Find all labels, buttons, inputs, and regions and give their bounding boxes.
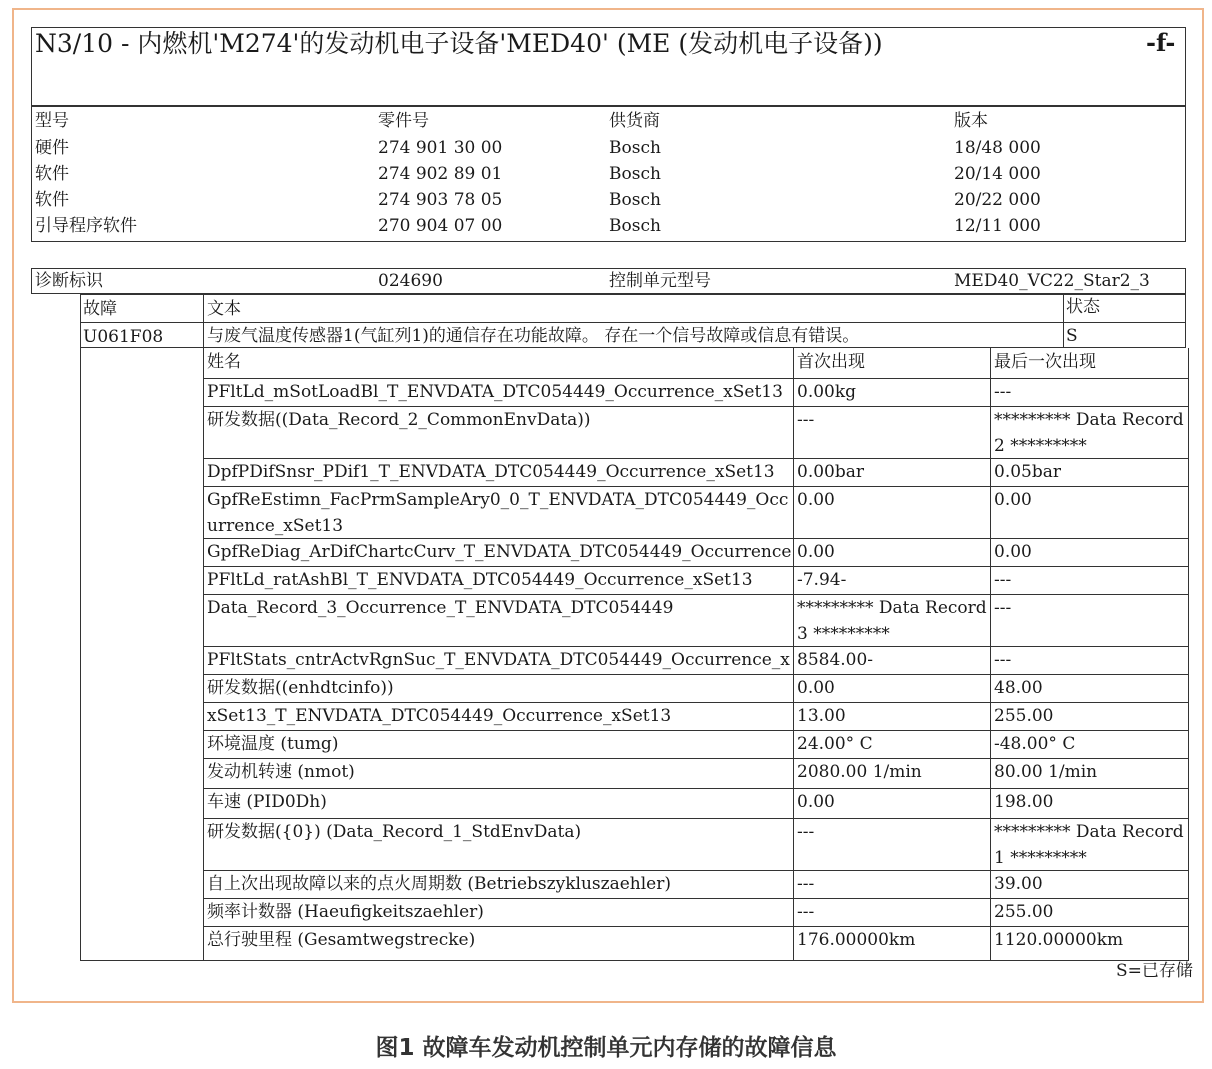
env-row-first: 8584.00-: [797, 650, 874, 670]
env-row-divider: [203, 486, 1188, 487]
fault-col-divider: [203, 294, 204, 348]
env-row-first: ---: [797, 410, 815, 430]
env-row-name: PFltStats_cntrActvRgnSuc_T_ENVDATA_DTC054449_Occurrence_x: [207, 650, 790, 670]
header-part-no: 零件号: [378, 111, 429, 131]
env-row-last: -48.00° C: [994, 734, 1076, 754]
env-row-first: 176.00000km: [797, 930, 916, 950]
info-part-no: 274 903 78 05: [378, 190, 503, 210]
env-row-divider: [203, 538, 1188, 539]
env-header-first: 首次出现: [797, 352, 865, 372]
info-version: 12/11 000: [954, 216, 1041, 236]
env-row-first: ---: [797, 874, 815, 894]
env-row-divider: [203, 378, 1188, 379]
env-row-last: 80.00 1/min: [994, 762, 1098, 782]
env-row-name: DpfPDifSnsr_PDif1_T_ENVDATA_DTC054449_Occurrence_xSet13: [207, 462, 775, 482]
env-row-last: ---: [994, 598, 1012, 618]
env-row-last: 0.00: [994, 542, 1032, 562]
env-row-name: 研发数据((Data_Record_2_CommonEnvData)): [207, 410, 591, 430]
fault-header-fault: 故障: [83, 299, 117, 319]
fault-code: U061F08: [83, 327, 164, 347]
env-header-name: 姓名: [207, 352, 241, 372]
page-title: N3/10 - 内燃机'M274'的发动机电子设备'MED40' (ME (发动机电子设备)): [35, 29, 883, 58]
info-supplier: Bosch: [609, 190, 661, 210]
fault-status: S: [1066, 326, 1078, 346]
info-label: 软件: [35, 164, 69, 184]
env-row-last: ********* Data Record 2 *********: [994, 410, 1184, 456]
env-row-first: 0.00bar: [797, 462, 864, 482]
env-row-first: ********* Data Record 3 *********: [797, 598, 987, 644]
diag-value: 024690: [378, 271, 443, 291]
env-row-name: PFltLd_ratAshBl_T_ENVDATA_DTC054449_Occurrence_xSet13: [207, 570, 753, 590]
fault-text: 与废气温度传感器1(气缸列1)的通信存在功能故障。 存在一个信号故障或信息有错误。: [207, 326, 860, 346]
env-row-last: 198.00: [994, 792, 1054, 812]
env-row-name: 自上次出现故障以来的点火周期数 (Betriebszykluszaehler): [207, 874, 671, 894]
env-row-divider: [203, 646, 1188, 647]
fault-header-text: 文本: [207, 299, 241, 319]
info-supplier: Bosch: [609, 164, 661, 184]
env-row-name: 总行驶里程 (Gesamtwegstrecke): [207, 930, 476, 950]
env-row-name: 频率计数器 (Haeufigkeitszaehler): [207, 902, 484, 922]
env-row-first: ---: [797, 822, 815, 842]
header-supplier: 供货商: [609, 111, 660, 131]
env-row-divider: [203, 458, 1188, 459]
env-row-last: 255.00: [994, 902, 1054, 922]
info-part-no: 274 901 30 00: [378, 138, 503, 158]
title-mark: -f-: [1146, 28, 1176, 57]
fault-header-divider: [80, 322, 1186, 323]
env-row-last: ********* Data Record 1 *********: [994, 822, 1184, 868]
env-row-first: 0.00: [797, 678, 835, 698]
env-row-last: 255.00: [994, 706, 1054, 726]
env-row-first: -7.94-: [797, 570, 847, 590]
info-label: 引导程序软件: [35, 216, 137, 236]
env-header-last: 最后一次出现: [994, 352, 1096, 372]
env-row-first: 2080.00 1/min: [797, 762, 922, 782]
info-version: 18/48 000: [954, 138, 1041, 158]
env-row-divider: [203, 730, 1188, 731]
env-row-first: ---: [797, 902, 815, 922]
env-row-divider: [203, 926, 1188, 927]
env-row-name: 研发数据((enhdtcinfo)): [207, 678, 394, 698]
ecu-type-value: MED40_VC22_Star2_3: [954, 271, 1150, 291]
env-row-last: ---: [994, 382, 1012, 402]
info-version: 20/22 000: [954, 190, 1041, 210]
env-row-divider: [203, 818, 1188, 819]
env-row-last: 39.00: [994, 874, 1043, 894]
env-row-name: 环境温度 (tumg): [207, 734, 339, 754]
figure-caption: 图1 故障车发动机控制单元内存储的故障信息: [375, 1035, 837, 1061]
env-row-name: PFltLd_mSotLoadBl_T_ENVDATA_DTC054449_Occurrence_xSet13: [207, 382, 783, 402]
header-model: 型号: [35, 111, 69, 131]
env-row-last: 0.00: [994, 490, 1032, 510]
env-row-name: xSet13_T_ENVDATA_DTC054449_Occurrence_xSet13: [207, 706, 672, 726]
footnote: S=已存储: [1116, 961, 1193, 981]
info-label: 软件: [35, 190, 69, 210]
env-row-last: 0.05bar: [994, 462, 1061, 482]
env-row-name: Data_Record_3_Occurrence_T_ENVDATA_DTC054449: [207, 598, 674, 618]
env-row-name: 车速 (PID0Dh): [207, 792, 327, 812]
env-row-first: 0.00kg: [797, 382, 857, 402]
env-row-divider: [203, 758, 1188, 759]
fault-col-divider: [1063, 294, 1064, 348]
env-row-name: GpfReDiag_ArDifChartcCurv_T_ENVDATA_DTC054449_Occurrence: [207, 542, 792, 562]
env-row-name: 发动机转速 (nmot): [207, 762, 355, 782]
env-row-first: 0.00: [797, 490, 835, 510]
env-row-name: GpfReEstimn_FacPrmSampleAry0_0_T_ENVDATA_DTC054449_Occurrence_xSet13: [207, 490, 789, 536]
env-row-last: 1120.00000km: [994, 930, 1124, 950]
fault-header-status: 状态: [1066, 297, 1100, 317]
info-part-no: 270 904 07 00: [378, 216, 503, 236]
info-label: 硬件: [35, 138, 69, 158]
info-version: 20/14 000: [954, 164, 1041, 184]
env-row-divider: [203, 566, 1188, 567]
env-row-divider: [203, 674, 1188, 675]
env-row-last: ---: [994, 650, 1012, 670]
ecu-type-label: 控制单元型号: [609, 271, 711, 291]
info-part-no: 274 902 89 01: [378, 164, 503, 184]
env-row-divider: [203, 406, 1188, 407]
env-row-first: 0.00: [797, 542, 835, 562]
env-row-first: 24.00° C: [797, 734, 873, 754]
env-row-name: 研发数据({0}) (Data_Record_1_StdEnvData): [207, 822, 582, 842]
info-supplier: Bosch: [609, 216, 661, 236]
env-row-first: 13.00: [797, 706, 846, 726]
env-row-divider: [203, 594, 1188, 595]
diag-label: 诊断标识: [35, 271, 103, 291]
env-row-divider: [203, 788, 1188, 789]
env-row-last: ---: [994, 570, 1012, 590]
header-version: 版本: [954, 111, 988, 131]
env-row-divider: [203, 702, 1188, 703]
env-row-last: 48.00: [994, 678, 1043, 698]
env-row-divider: [203, 870, 1188, 871]
info-supplier: Bosch: [609, 138, 661, 158]
env-row-first: 0.00: [797, 792, 835, 812]
env-row-divider: [203, 898, 1188, 899]
